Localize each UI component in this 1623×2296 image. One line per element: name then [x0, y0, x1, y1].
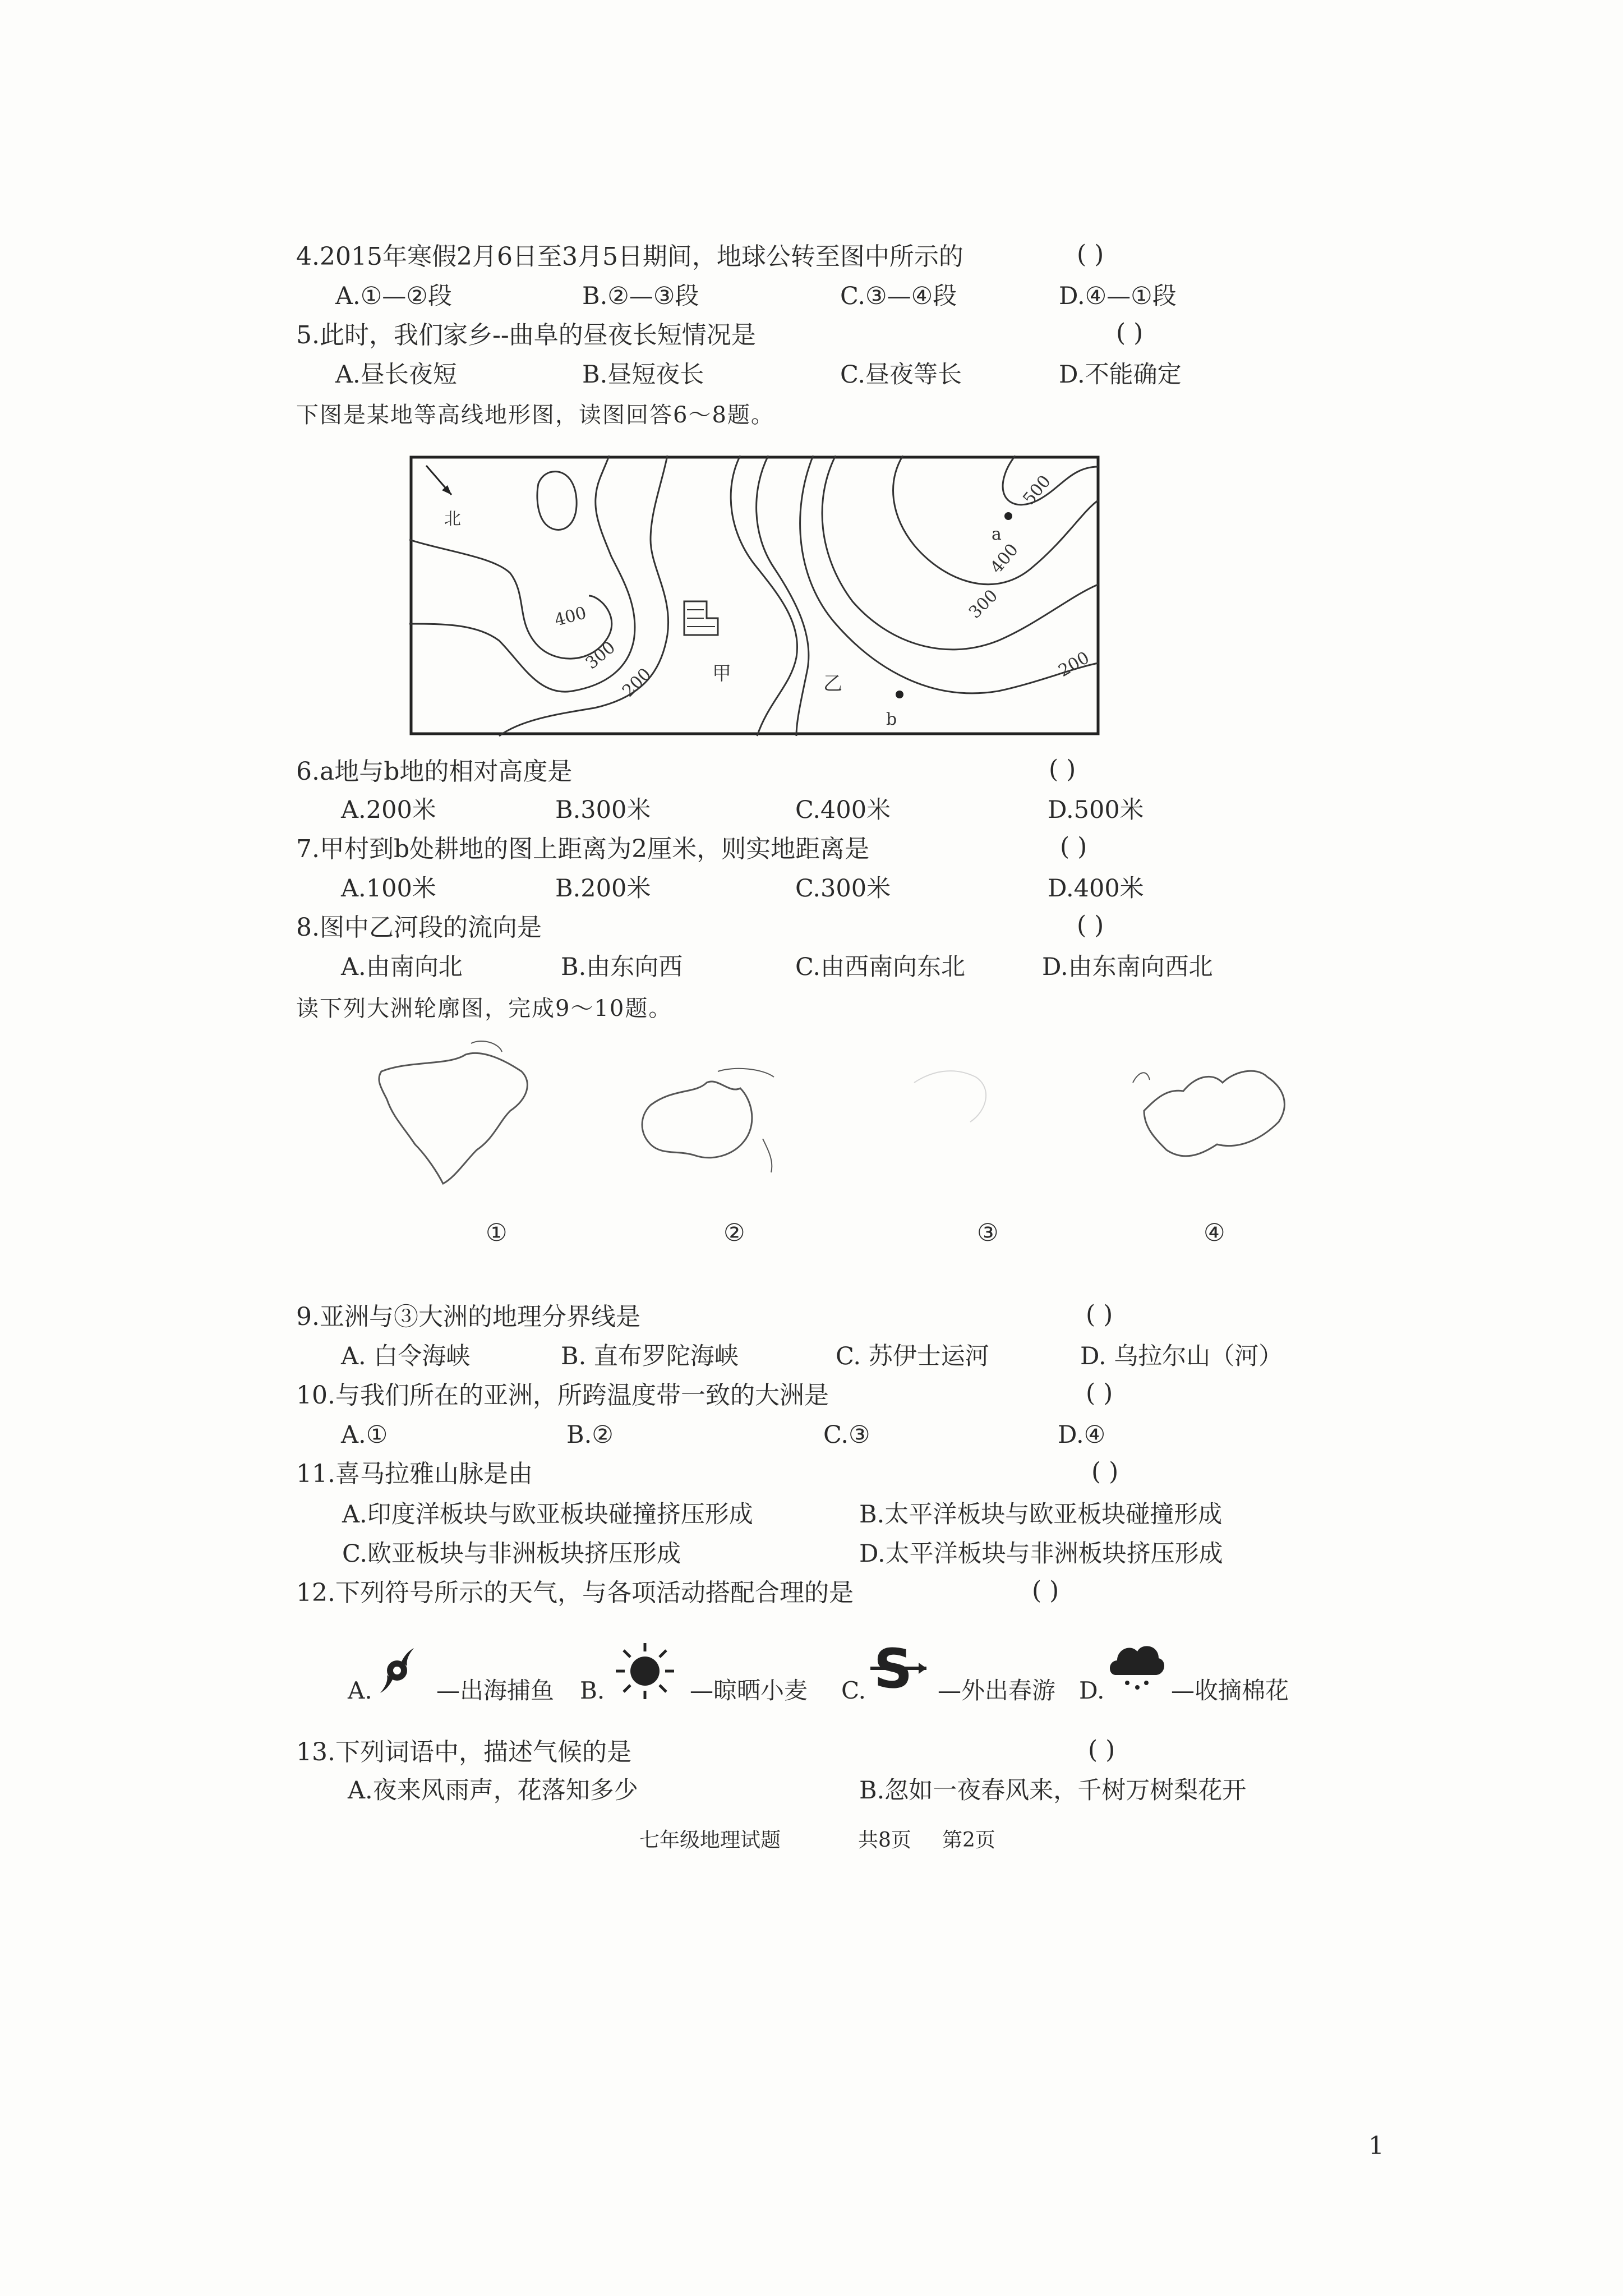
q12-option-d-activity: —收摘棉花: [1171, 1677, 1289, 1704]
answer-blank-9: ( ): [1086, 1300, 1113, 1329]
question-10: 10.与我们所在的亚洲，所跨温度带一致的大洲是: [296, 1381, 829, 1410]
question-6: 6.a地与b地的相对高度是: [296, 757, 573, 786]
q4-option-b: B.②—③段: [582, 282, 699, 310]
contour-map: [409, 455, 1105, 742]
q6-option-c: C.400米: [795, 796, 891, 824]
answer-blank-6: ( ): [1049, 755, 1076, 784]
question-13: 13.下列词语中，描述气候的是: [296, 1738, 631, 1766]
q10-option-c: C.③: [823, 1421, 870, 1449]
q5-option-b: B.昼短夜长: [582, 361, 704, 389]
q9-option-c: C. 苏伊士运河: [836, 1342, 989, 1370]
q13-option-a: A.夜来风雨声，花落知多少: [348, 1777, 638, 1805]
question-8: 8.图中乙河段的流向是: [296, 913, 542, 942]
q12-option-a-activity: —出海捕鱼: [436, 1677, 555, 1704]
q11-option-a: A.印度洋板块与欧亚板块碰撞挤压形成: [342, 1501, 753, 1529]
intro-9-10: 读下列大洲轮廓图，完成9～10题。: [296, 996, 672, 1022]
q4-option-a: A.①—②段: [335, 282, 452, 310]
village-icon: [684, 601, 718, 635]
point-b-label: b: [886, 710, 897, 729]
q10-option-a: A.①: [341, 1421, 388, 1449]
contour-label-200-left: 200: [618, 664, 656, 701]
q5-option-c: C.昼夜等长: [840, 361, 962, 389]
answer-blank-8: ( ): [1077, 911, 1104, 940]
europe-outline: [1144, 1071, 1284, 1156]
intro-6-8: 下图是某地等高线地形图，读图回答6～8题。: [296, 402, 774, 428]
north-america-outline: [379, 1053, 528, 1184]
q9-option-b: B. 直布罗陀海峡: [561, 1342, 739, 1370]
contour-label-400-right: 400: [986, 540, 1022, 578]
answer-blank-4: ( ): [1077, 240, 1104, 269]
rain-cloud-icon: [1105, 1636, 1166, 1697]
contour-label-500: 500: [1019, 471, 1055, 509]
answer-blank-13: ( ): [1088, 1736, 1115, 1764]
q6-option-b: B.300米: [555, 796, 651, 824]
q8-option-b: B.由东向西: [561, 953, 683, 981]
q13-option-b: B.忽如一夜春风来，千树万树梨花开: [859, 1777, 1247, 1805]
q11-option-c: C.欧亚板块与非洲板块挤压形成: [342, 1540, 681, 1568]
answer-blank-12: ( ): [1032, 1576, 1059, 1605]
contour-label-300-left: 300: [582, 637, 620, 674]
contour-label-400-left: 400: [552, 603, 589, 631]
q8-option-d: D.由东南向西北: [1042, 953, 1213, 981]
q12-option-c-letter: C.: [841, 1677, 866, 1704]
q8-option-a: A.由南向北: [341, 953, 463, 981]
q7-option-d: D.400米: [1048, 875, 1144, 903]
africa-outline: [914, 1071, 986, 1122]
q12-option-b-activity: —晾晒小麦: [690, 1677, 808, 1704]
page-number: 1: [1368, 2132, 1384, 2160]
typhoon-icon: [377, 1644, 417, 1694]
answer-blank-5: ( ): [1116, 319, 1144, 347]
q9-option-d: D. 乌拉尔山（河）: [1080, 1342, 1283, 1370]
q5-option-a: A.昼长夜短: [335, 361, 457, 389]
svg-text:S: S: [874, 1637, 913, 1699]
north-label: 北: [444, 509, 461, 529]
q8-option-c: C.由西南向东北: [795, 953, 966, 981]
continent-label-1: ①: [486, 1219, 508, 1247]
q9-option-a: A. 白令海峡: [341, 1342, 471, 1370]
continent-label-2: ②: [723, 1219, 745, 1247]
q6-option-a: A.200米: [341, 796, 436, 824]
q7-option-a: A.100米: [341, 875, 436, 903]
continent-label-4: ④: [1204, 1219, 1225, 1247]
oceania-outline: [642, 1082, 752, 1158]
question-7: 7.甲村到b处耕地的图上距离为2厘米，则实地距离是: [296, 835, 870, 863]
q10-option-d: D.④: [1058, 1421, 1106, 1449]
contour-label-200-right: 200: [1055, 647, 1093, 681]
sandstorm-icon: [868, 1637, 930, 1699]
contour-label-300-right: 300: [965, 586, 1002, 623]
question-12: 12.下列符号所示的天气，与各项活动搭配合理的是: [296, 1579, 854, 1607]
q6-option-d: D.500米: [1048, 796, 1144, 824]
river-label: 乙: [823, 673, 842, 695]
q11-option-d: D.太平洋板块与非洲板块挤压形成: [859, 1540, 1223, 1568]
footer-total-pages: 共8页: [858, 1829, 911, 1852]
footer-title: 七年级地理试题: [639, 1829, 781, 1852]
q12-option-d-letter: D.: [1079, 1677, 1105, 1704]
q12-option-b-letter: B.: [580, 1677, 605, 1704]
point-a-label: a: [992, 524, 1002, 544]
village-label: 甲: [712, 662, 731, 685]
q4-option-c: C.③—④段: [840, 282, 957, 310]
q5-option-d: D.不能确定: [1059, 361, 1182, 389]
question-5: 5.此时，我们家乡--曲阜的昼夜长短情况是: [296, 321, 756, 349]
q7-option-c: C.300米: [795, 875, 891, 903]
q12-option-a-letter: A.: [348, 1677, 372, 1704]
answer-blank-11: ( ): [1091, 1457, 1119, 1486]
answer-blank-10: ( ): [1086, 1379, 1113, 1407]
question-11: 11.喜马拉雅山脉是由: [296, 1460, 533, 1488]
q7-option-b: B.200米: [555, 875, 651, 903]
q11-option-b: B.太平洋板块与欧亚板块碰撞形成: [859, 1501, 1223, 1529]
sunny-icon: [611, 1640, 679, 1702]
continent-label-3: ③: [977, 1219, 999, 1247]
question-4: 4.2015年寒假2月6日至3月5日期间，地球公转至图中所示的: [296, 242, 963, 271]
q10-option-b: B.②: [566, 1421, 614, 1449]
q4-option-d: D.④—①段: [1059, 282, 1177, 310]
q12-option-c-activity: —外出春游: [938, 1677, 1056, 1704]
question-9: 9.亚洲与③大洲的地理分界线是: [296, 1303, 640, 1331]
answer-blank-7: ( ): [1060, 832, 1087, 861]
footer-page: 第2页: [942, 1829, 995, 1852]
